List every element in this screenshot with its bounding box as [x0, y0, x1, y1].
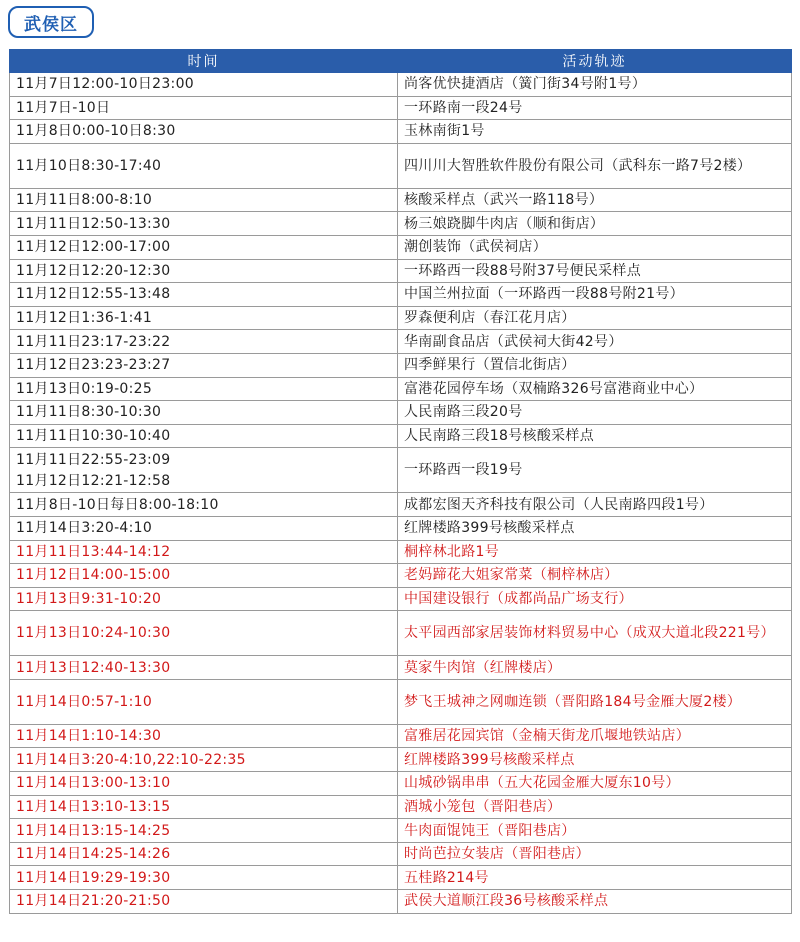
table-row — [10, 330, 792, 354]
place-cell: 牛肉面馄饨王（晋阳巷店） — [398, 819, 792, 843]
table-row — [10, 259, 792, 283]
place-cell: 山城砂锅串串（五大花园金雁大厦东10号） — [398, 772, 792, 796]
place-cell: 四川川大智胜软件股份有限公司（武科东一路7号2楼） — [398, 143, 792, 188]
table-row — [10, 96, 792, 120]
time-cell: 11月13日12:40-13:30 — [10, 656, 398, 680]
place-cell: 潮创装饰（武侯祠店） — [398, 235, 792, 259]
time-cell: 11月14日0:57-1:10 — [10, 679, 398, 724]
time-cell: 11月13日0:19-0:25 — [10, 377, 398, 401]
time-cell: 11月11日12:50-13:30 — [10, 212, 398, 236]
place-cell: 红牌楼路399号核酸采样点 — [398, 516, 792, 540]
place-cell: 桐梓林北路1号 — [398, 540, 792, 564]
table-row — [10, 748, 792, 772]
time-cell: 11月13日10:24-10:30 — [10, 611, 398, 656]
table-row — [10, 866, 792, 890]
header-place: 活动轨迹 — [398, 50, 792, 73]
place-cell: 莫家牛肉馆（红牌楼店） — [398, 656, 792, 680]
table-row — [10, 587, 792, 611]
time-cell: 11月11日23:17-23:22 — [10, 330, 398, 354]
place-cell: 四季鲜果行（置信北街店） — [398, 353, 792, 377]
time-cell: 11月11日22:55-23:09 11月12日12:21-12:58 — [10, 448, 398, 493]
place-cell: 人民南路三段20号 — [398, 401, 792, 425]
table-row — [10, 772, 792, 796]
table-row — [10, 795, 792, 819]
table-row — [10, 448, 792, 493]
time-cell: 11月14日3:20-4:10,22:10-22:35 — [10, 748, 398, 772]
itinerary-table — [9, 49, 792, 914]
place-cell: 成都宏图天齐科技有限公司（人民南路四段1号） — [398, 493, 792, 517]
table-row — [10, 679, 792, 724]
table-row — [10, 401, 792, 425]
place-cell: 太平园西部家居装饰材料贸易中心（成双大道北段221号） — [398, 611, 792, 656]
time-cell: 11月14日1:10-14:30 — [10, 724, 398, 748]
place-cell: 酒城小笼包（晋阳巷店） — [398, 795, 792, 819]
time-cell: 11月14日13:10-13:15 — [10, 795, 398, 819]
table-row — [10, 819, 792, 843]
table-row — [10, 842, 792, 866]
time-cell: 11月12日23:23-23:27 — [10, 353, 398, 377]
table-row — [10, 564, 792, 588]
place-cell: 时尚芭拉女装店（晋阳巷店） — [398, 842, 792, 866]
time-cell: 11月12日1:36-1:41 — [10, 306, 398, 330]
time-cell: 11月11日13:44-14:12 — [10, 540, 398, 564]
place-cell: 梦飞王城神之网咖连锁（晋阳路184号金雁大厦2楼） — [398, 679, 792, 724]
place-cell: 尚客优快捷酒店（簧门街34号附1号） — [398, 73, 792, 97]
place-cell: 红牌楼路399号核酸采样点 — [398, 748, 792, 772]
time-cell: 11月14日14:25-14:26 — [10, 842, 398, 866]
time-cell: 11月12日12:20-12:30 — [10, 259, 398, 283]
header-time: 时间 — [10, 50, 398, 73]
table-row — [10, 890, 792, 914]
time-cell: 11月12日12:55-13:48 — [10, 283, 398, 307]
place-cell: 玉林南街1号 — [398, 120, 792, 144]
table-row — [10, 424, 792, 448]
time-cell: 11月11日10:30-10:40 — [10, 424, 398, 448]
time-cell: 11月7日-10日 — [10, 96, 398, 120]
place-cell: 富港花园停车场（双楠路326号富港商业中心） — [398, 377, 792, 401]
place-cell: 一环路南一段24号 — [398, 96, 792, 120]
table-header-row — [10, 50, 792, 73]
table-row — [10, 235, 792, 259]
place-cell: 一环路西一段88号附37号便民采样点 — [398, 259, 792, 283]
place-cell: 老妈蹄花大姐家常菜（桐梓林店） — [398, 564, 792, 588]
table-body — [10, 73, 792, 914]
table-row — [10, 283, 792, 307]
time-cell: 11月14日21:20-21:50 — [10, 890, 398, 914]
place-cell: 罗森便利店（春江花月店） — [398, 306, 792, 330]
district-title: 武侯区 — [24, 14, 78, 35]
time-cell: 11月10日8:30-17:40 — [10, 143, 398, 188]
table-row — [10, 493, 792, 517]
table-row — [10, 212, 792, 236]
place-cell: 中国兰州拉面（一环路西一段88号附21号） — [398, 283, 792, 307]
time-cell: 11月14日13:15-14:25 — [10, 819, 398, 843]
place-cell: 一环路西一段19号 — [398, 448, 792, 493]
place-cell: 中国建设银行（成都尚品广场支行） — [398, 587, 792, 611]
place-cell: 武侯大道顺江段36号核酸采样点 — [398, 890, 792, 914]
time-cell: 11月14日3:20-4:10 — [10, 516, 398, 540]
table-row — [10, 306, 792, 330]
place-cell: 核酸采样点（武兴一路118号） — [398, 188, 792, 212]
time-cell: 11月14日19:29-19:30 — [10, 866, 398, 890]
table-row — [10, 611, 792, 656]
table-row — [10, 120, 792, 144]
table-row — [10, 656, 792, 680]
time-cell: 11月8日-10日每日8:00-18:10 — [10, 493, 398, 517]
time-cell: 11月14日13:00-13:10 — [10, 772, 398, 796]
time-cell: 11月8日0:00-10日8:30 — [10, 120, 398, 144]
place-cell: 五桂路214号 — [398, 866, 792, 890]
time-cell: 11月13日9:31-10:20 — [10, 587, 398, 611]
table-row — [10, 516, 792, 540]
time-cell: 11月12日12:00-17:00 — [10, 235, 398, 259]
time-cell: 11月12日14:00-15:00 — [10, 564, 398, 588]
table-header — [10, 50, 792, 73]
place-cell: 华南副食品店（武侯祠大街42号） — [398, 330, 792, 354]
time-cell: 11月11日8:00-8:10 — [10, 188, 398, 212]
table-row — [10, 724, 792, 748]
place-cell: 富雅居花园宾馆（金楠天街龙爪堰地铁站店） — [398, 724, 792, 748]
place-cell: 杨三娘跷脚牛肉店（顺和街店） — [398, 212, 792, 236]
table-row — [10, 73, 792, 97]
place-cell: 人民南路三段18号核酸采样点 — [398, 424, 792, 448]
itinerary-table-container — [9, 49, 791, 914]
table-row — [10, 377, 792, 401]
time-cell: 11月7日12:00-10日23:00 — [10, 73, 398, 97]
district-badge — [8, 6, 94, 38]
table-row — [10, 353, 792, 377]
table-row — [10, 143, 792, 188]
table-row — [10, 540, 792, 564]
time-cell: 11月11日8:30-10:30 — [10, 401, 398, 425]
table-row — [10, 188, 792, 212]
